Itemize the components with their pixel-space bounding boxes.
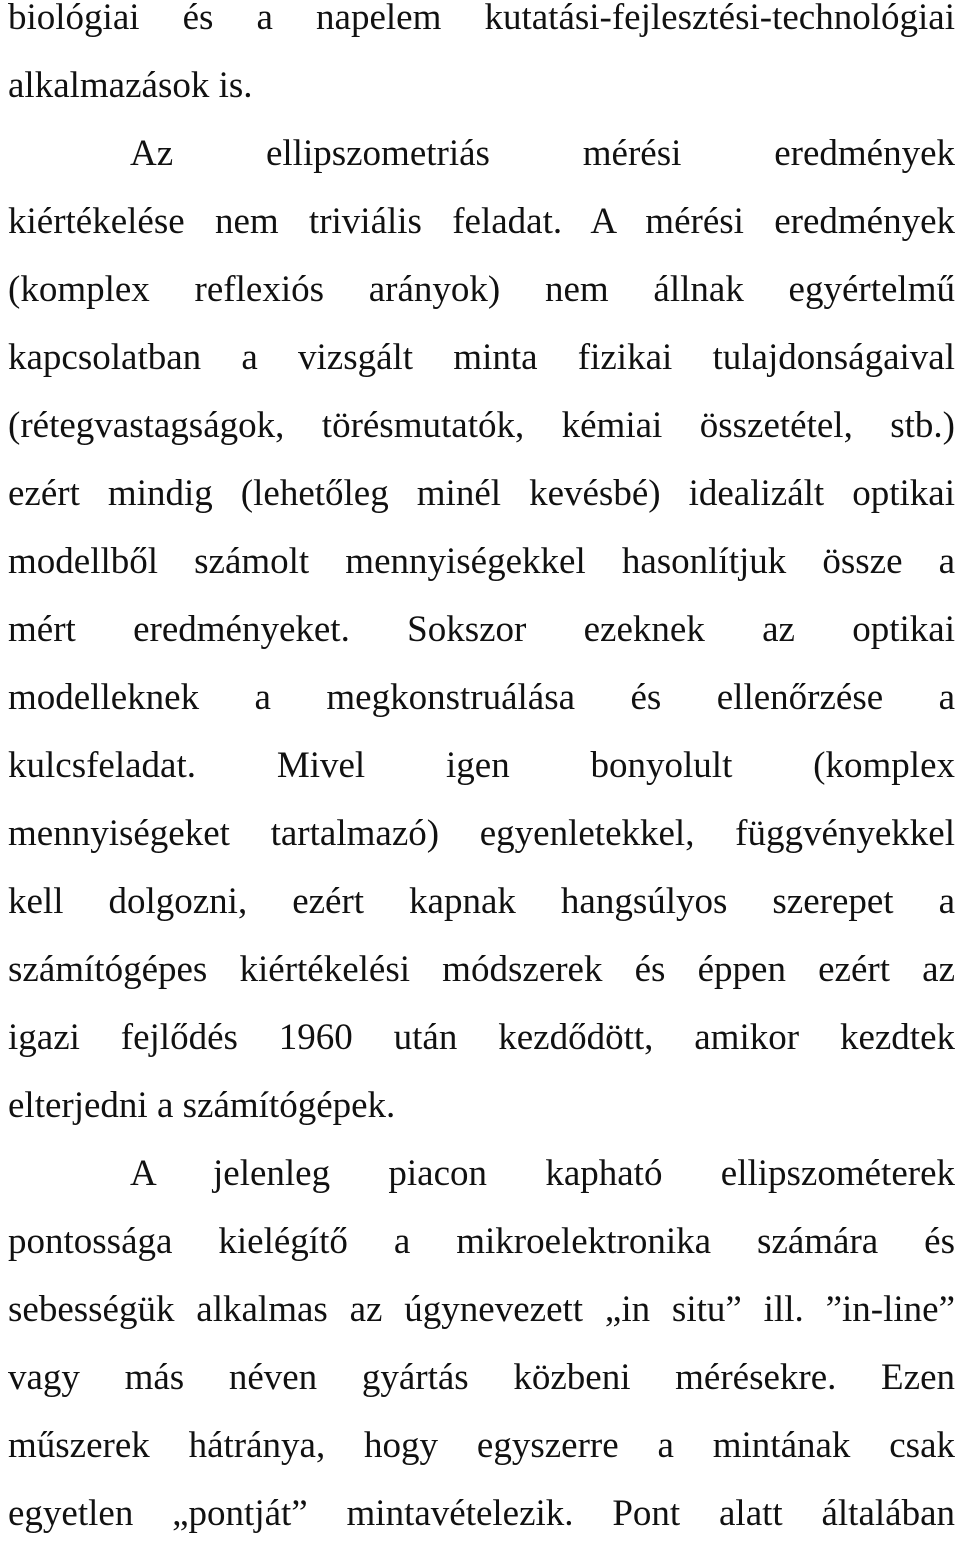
text-line-15: számítógépes kiértékelési módszerek és éppen ezért az [8, 949, 955, 990]
text-line-23: egyetlen „pontját” mintavételezik. Pont alatt általában [8, 1493, 955, 1534]
text-line-10: mért eredményeket. Sokszor ezeknek az optikai [8, 609, 955, 650]
text-line-4: kiértékelése nem triviális feladat. A mérési eredmények [8, 201, 955, 242]
text-line-22: műszerek hátránya, hogy egyszerre a mintának csak [8, 1425, 955, 1466]
text-line-7: (rétegvastagságok, törésmutatók, kémiai összetétel, stb.) [8, 405, 955, 446]
text-line-1: biológiai és a napelem kutatási-fejlesztési-technológiai [8, 0, 955, 38]
text-line-6: kapcsolatban a vizsgált minta fizikai tulajdonságaival [8, 337, 955, 378]
text-line-14: kell dolgozni, ezért kapnak hangsúlyos szerepet a [8, 881, 955, 922]
text-line-11: modelleknek a megkonstruálása és ellenőrzése a [8, 677, 955, 718]
text-line-21: vagy más néven gyártás közbeni mérésekre. Ezen [8, 1357, 955, 1398]
text-line-16: igazi fejlődés 1960 után kezdődött, amikor kezdtek [8, 1017, 955, 1058]
text-line-3: Az ellipszometriás mérési eredmények [130, 133, 955, 174]
text-line-8: ezért mindig (lehetőleg minél kevésbé) idealizált optikai [8, 473, 955, 514]
text-line-19: pontossága kielégítő a mikroelektronika számára és [8, 1221, 955, 1262]
text-line-13: mennyiségeket tartalmazó) egyenletekkel, függvényekkel [8, 813, 955, 854]
text-line-5: (komplex reflexiós arányok) nem állnak egyértelmű [8, 269, 955, 310]
text-line-18: A jelenleg piacon kapható ellipszométerek [130, 1153, 955, 1194]
text-line-12: kulcsfeladat. Mivel igen bonyolult (komplex [8, 745, 955, 786]
text-line-17: elterjedni a számítógépek. [8, 1085, 396, 1126]
text-line-2: alkalmazások is. [8, 65, 253, 106]
text-line-9: modellből számolt mennyiségekkel hasonlítjuk össze a [8, 541, 955, 582]
text-line-20: sebességük alkalmas az úgynevezett „in situ” ill. ”in-line” [8, 1289, 955, 1330]
